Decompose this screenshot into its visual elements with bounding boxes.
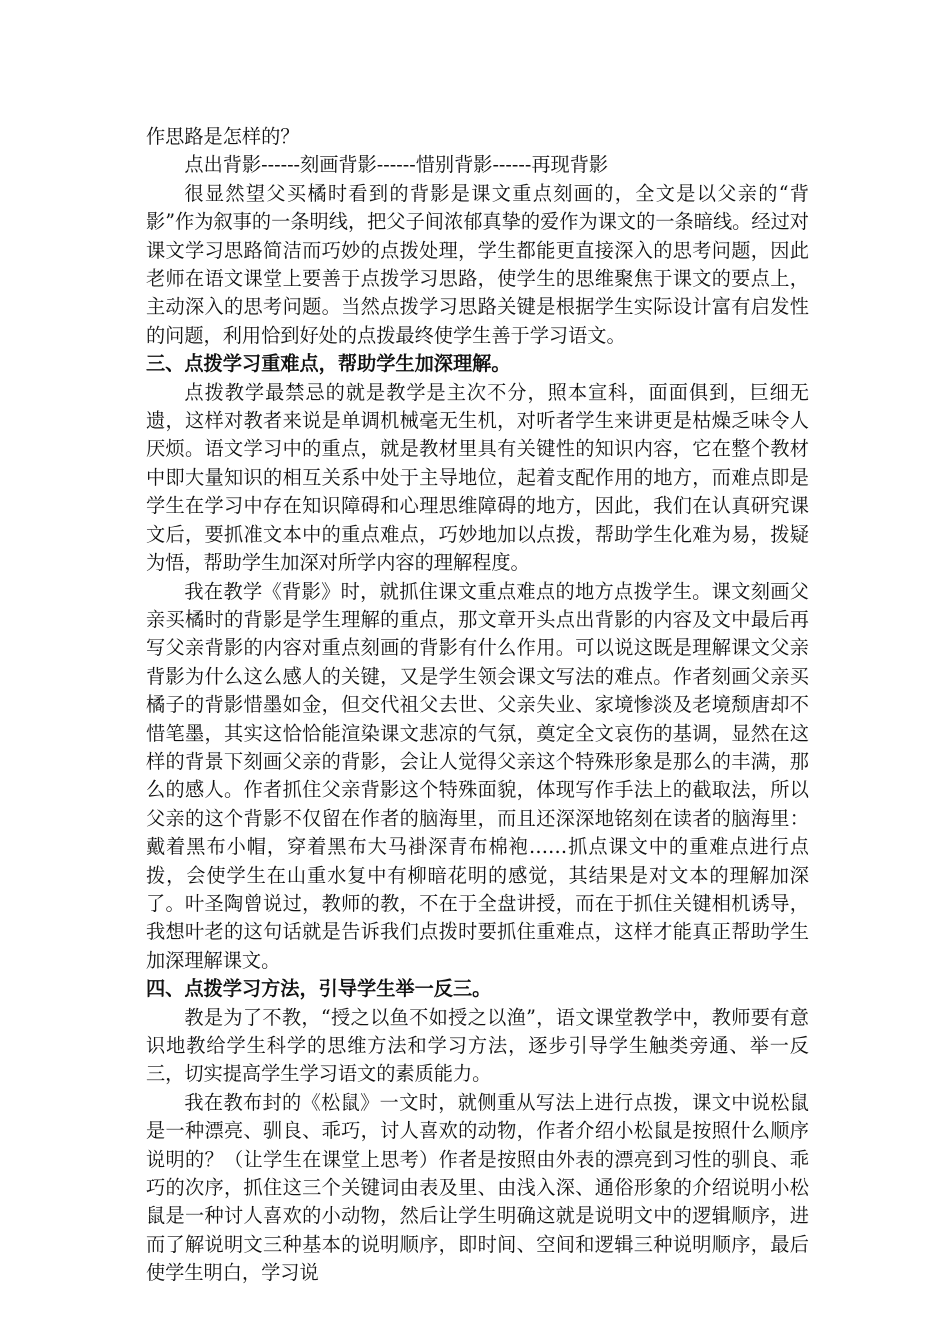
paragraph-body: 我在教学《背影》时，就抓住课文重点难点的地方点拨学生。课文刻画父亲买橘时的背影是学生理解的重点，那文章开头点出背影的内容及文中最后再写父亲背影的内容对重点刻画的背影有什么作用。可以说这既是理解课文父亲背影为什么这么感人的关键，又是学生领会课文写法的难点。作者刻画父亲买橘子的背影惜墨如金，但交代祖父去世、父亲失业、家境惨淡及老境颓唐却不惜笔墨，其实这恰恰能渲染课文悲凉的气氛，奠定全文哀伤的基调，显然在这样的背景下刻画父亲的背影，会让人觉得父亲这个特殊形象是那么的丰满，那么的感人。作者抓住父亲背影这个特殊面貌，体现写作手法上的截取法，所以父亲的这个背影不仅留在作者的脑海里，而且还深深地铭刻在读者的脑海里：戴着黑布小帽，穿着黑布大马褂深青布棉袍……抓点课文中的重难点进行点拨，会使学生在山重水复中有柳暗花明的感觉，其结果是对文本的理解加深了。叶圣陶曾说过，教师的教，不在于全盘讲授，而在于抓住关键相机诱导，我想叶老的这句话就是告诉我们点拨时要抓住重难点，这样才能真正帮助学生加深理解课文。 <box>146 579 809 972</box>
section-heading-3: 三、点拨学习重难点，帮助学生加深理解。 <box>146 352 511 376</box>
paragraph-sequence: 点出背影------刻画背影------惜别背影------再现背影 <box>184 153 609 177</box>
paragraph-body: 很显然望父买橘时看到的背影是课文重点刻画的，全文是以父亲的“背影”作为叙事的一条明线，把父子间浓郁真挚的爱作为课文的一条暗线。经过对课文学习思路简洁而巧妙的点拨处理，学生都能更直接深入的思考问题，因此老师在语文课堂上要善于点拨学习思路，使学生的思维聚焦于课文的要点上，主动深入的思考问题。当然点拨学习思路关键是根据学生实际设计富有启发性的问题，利用恰到好处的点拨最终使学生善于学习语文。 <box>146 181 809 347</box>
paragraph-body: 我在教布封的《松鼠》一文时，就侧重从写法上进行点拨，课文中说松鼠是一种漂亮、驯良、乖巧，讨人喜欢的动物，作者介绍小松鼠是按照什么顺序说明的？（让学生在课堂上思考）作者是按照由外表的漂亮到习性的驯良、乖巧的次序，抓住这三个关键词由表及里、由浅入深、通俗形象的介绍说明小松鼠是一种讨人喜欢的小动物，然后让学生明确这就是说明文中的逻辑顺序，进而了解说明文三种基本的说明顺序，即时间、空间和逻辑三种说明顺序，最后使学生明白，学习说 <box>146 1090 809 1285</box>
paragraph-continuation: 作思路是怎样的？ <box>146 125 300 148</box>
document-page <box>146 123 809 1288</box>
paragraph-body: 点拨教学最禁忌的就是教学是主次不分，照本宣科，面面俱到，巨细无遗，这样对教者来说是单调机械毫无生机，对听者学生来讲更是枯燥乏味令人厌烦。语文学习中的重点，就是教材里具有关键性的知识内容，它在整个教材中即大量知识的相互关系中处于主导地位，起着支配作用的地方，而难点即是学生在学习中存在知识障碍和心理思维障碍的地方，因此，我们在认真研究课文后，要抓准文本中的重点难点，巧妙地加以点拨，帮助学生化难为易，拨疑为悟，帮助学生加深对所学内容的理解程度。 <box>146 380 809 575</box>
section-heading-4: 四、点拨学习方法，引导学生举一反三。 <box>146 977 492 1001</box>
paragraph-body: 教是为了不教，“授之以鱼不如授之以渔”，语文课堂教学中，教师要有意识地教给学生科学的思维方法和学习方法，逐步引导学生触类旁通、举一反三，切实提高学生学习语文的素质能力。 <box>146 1005 809 1086</box>
